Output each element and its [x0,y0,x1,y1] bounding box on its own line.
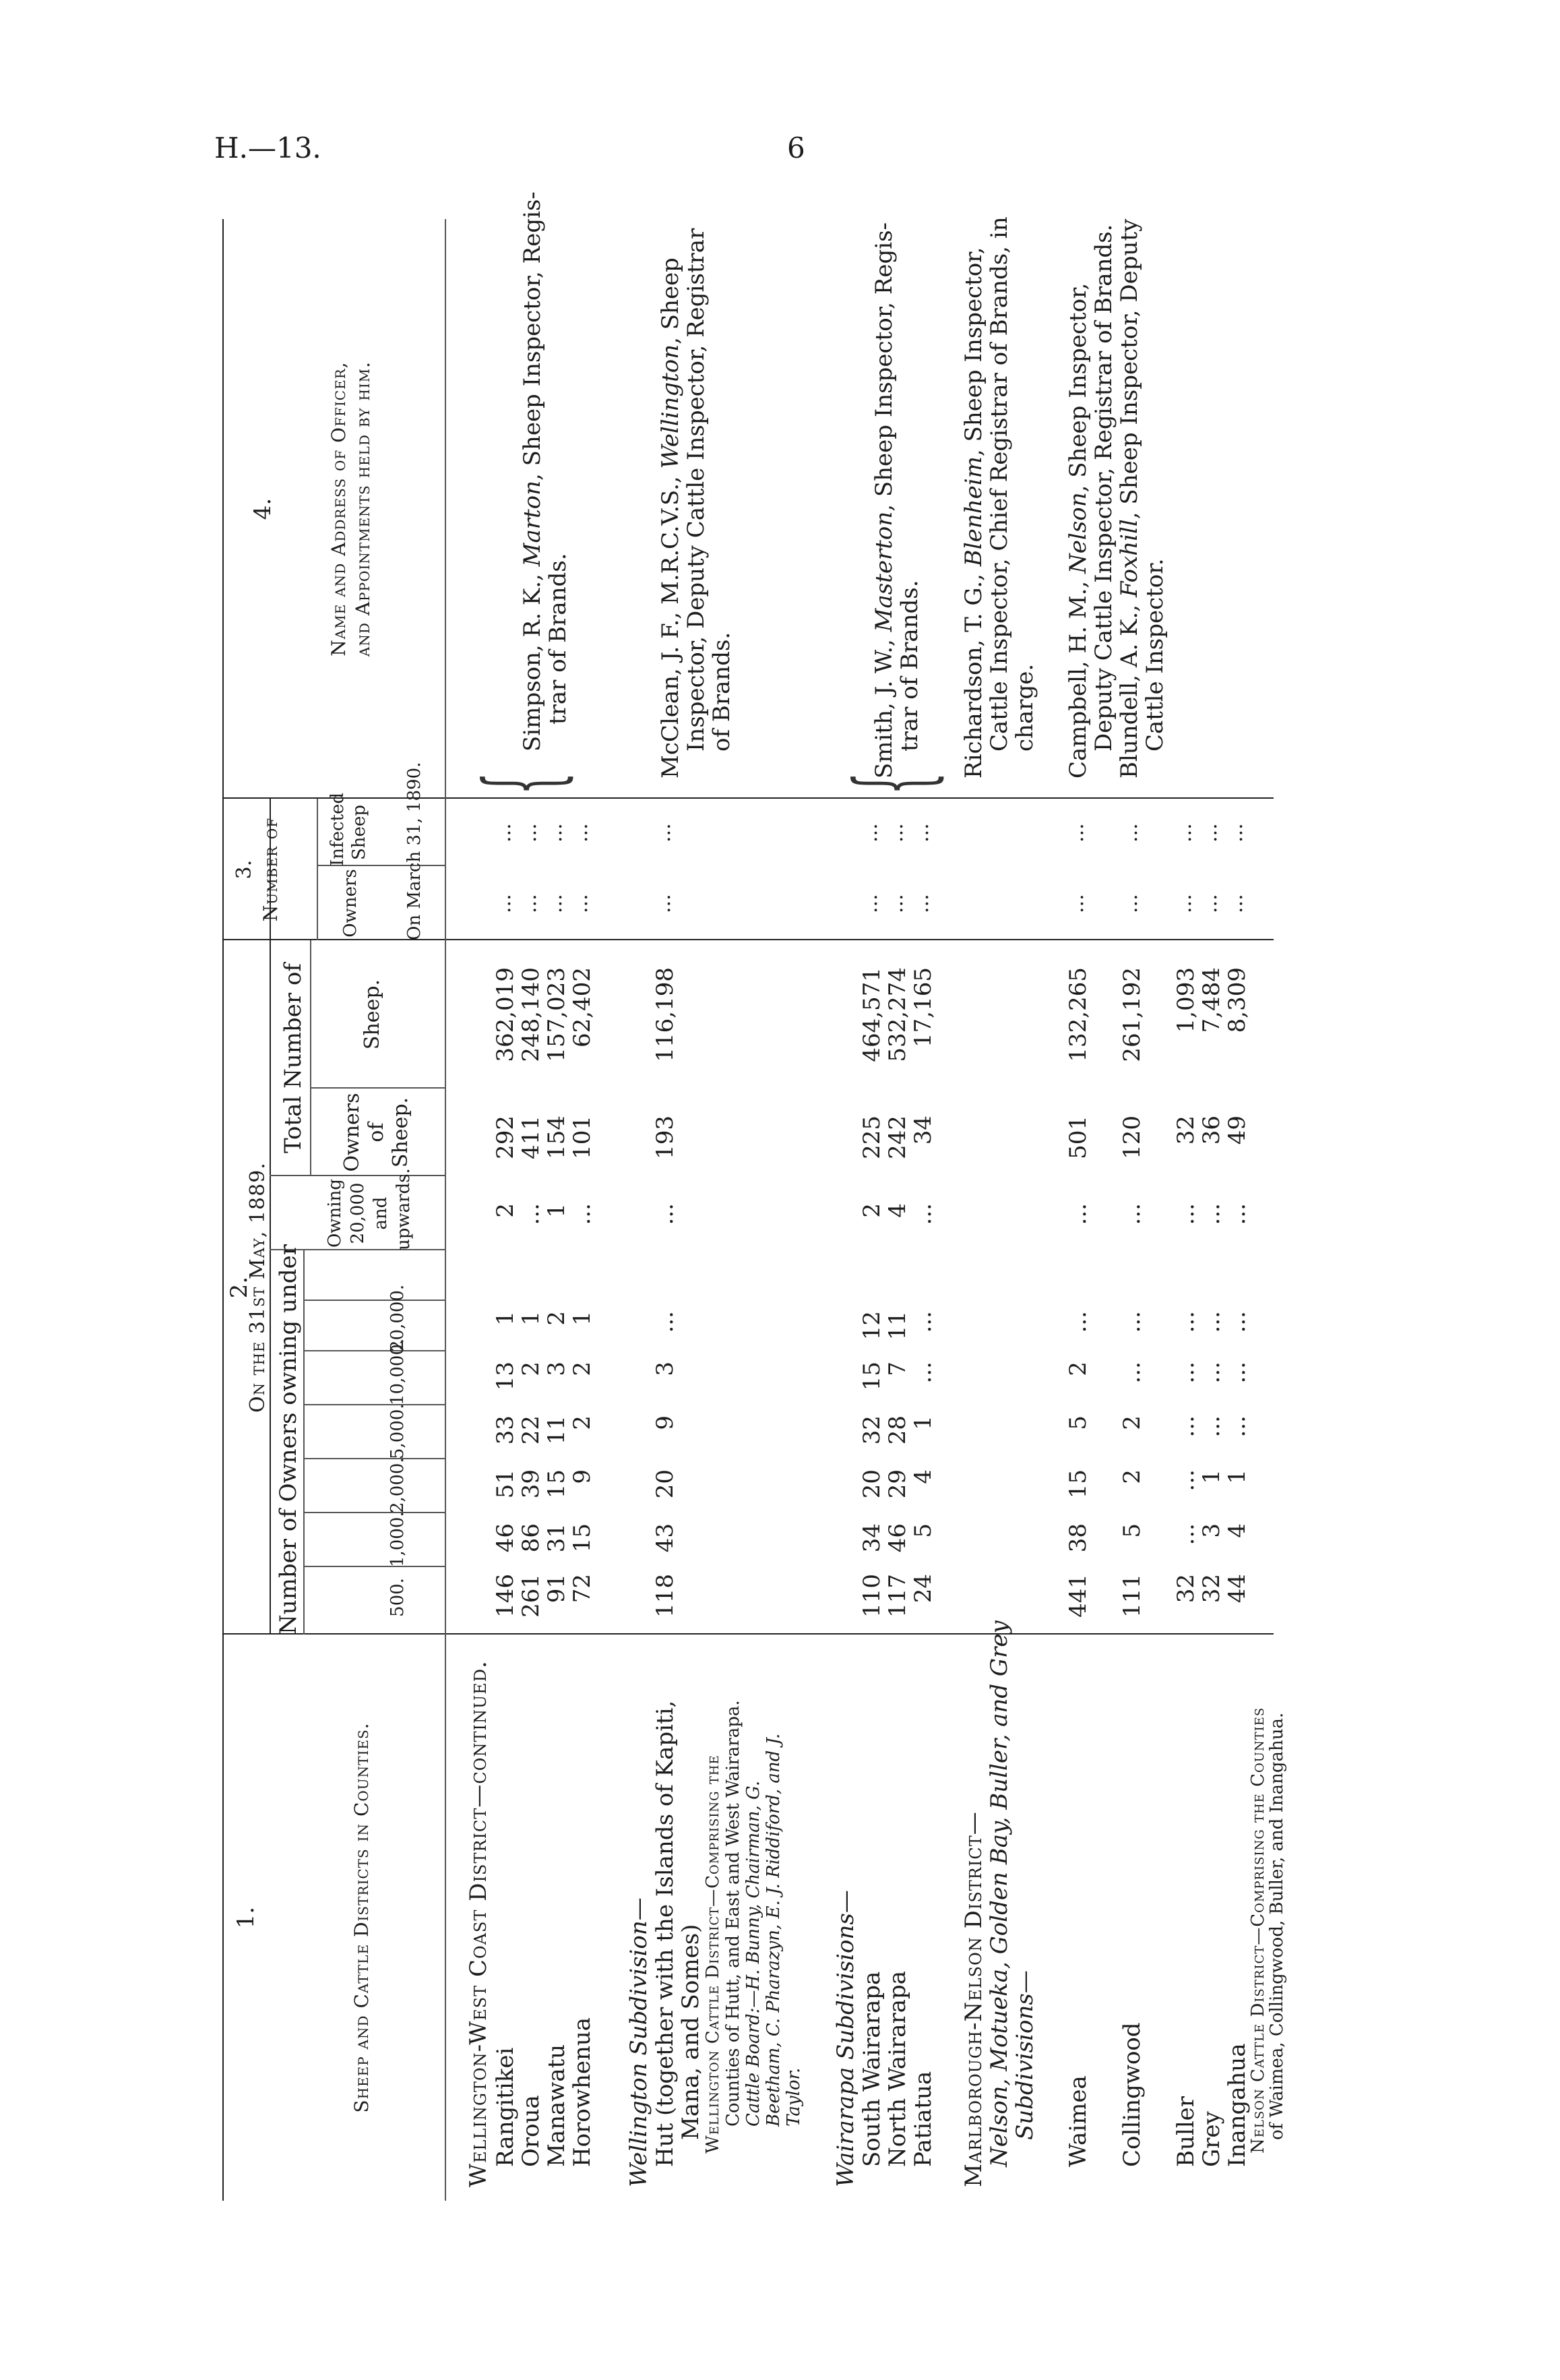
col3-dots: ... [569,894,592,913]
cell-u1000: ... [1173,1523,1199,1546]
cell-u500: 441 [1065,1574,1092,1618]
cell-u20000: ... [1065,1311,1092,1333]
section-wellington-west-coast: Wellington-West Coast District—continued. [465,1660,492,2187]
col3-title: Number of [259,817,282,922]
cell-upwards: ... [1224,1203,1251,1225]
row-label-patiatua: Patiatua [910,2071,937,2167]
cell-u20000: ... [910,1311,937,1333]
officer-simpson-line-1: Simpson, R. K., Marton, Sheep Inspector, Regis- [519,191,546,752]
brace-wwc: { [464,772,581,795]
cell-u5000: 2 [569,1415,596,1430]
under-20000: 20,000. [387,1284,408,1351]
row-label-waimea: Waimea [1065,2075,1092,2167]
header-bottom-rule [445,219,446,2201]
cell-sheep: 157,023 [543,967,570,1062]
cell-u20000: 2 [543,1311,570,1326]
sheep-label: Sheep. [361,979,384,1050]
cell-u5000: 22 [518,1415,544,1445]
cell-u500: 91 [543,1574,570,1604]
officer-blundell-line-1: Blundell, A. K., Foxhill, Sheep Inspector, Deputy [1116,218,1143,779]
under-5000: 5,000. [387,1403,408,1459]
col1-number: 1. [232,1906,259,1929]
cell-u2000: 2 [1119,1469,1146,1484]
row-label-inangahua: Inangahua [1224,2043,1251,2167]
cell-u10000: ... [1173,1362,1199,1384]
cell-u2000: 51 [492,1469,519,1499]
cell-u500: 24 [910,1574,937,1604]
under-col-div-5 [303,1350,445,1351]
cell-u500: 32 [1198,1574,1225,1604]
col4-title: Name and Address of Officer, and Appointments held by him. [327,361,374,657]
cell-upwards: 2 [492,1203,519,1218]
row-label-south-wairarapa: South Wairarapa [859,1971,885,2167]
cell-u500: 261 [518,1574,544,1618]
cell-u1000: 86 [518,1523,544,1553]
under-group-label: Number of Owners owning under [275,1244,302,1635]
col3-dots: ... [1119,823,1142,843]
infected-sheep-label: Infected Sheep [327,792,369,866]
section-marlborough-nelson: Marlborough-Nelson District— [960,1811,987,2187]
col3-dots: ... [910,894,933,913]
reference-code: H.—13. [214,131,321,164]
row-label-buller: Buller [1173,2096,1199,2167]
cell-u10000: 3 [543,1362,570,1376]
cell-u20000: 1 [492,1311,519,1326]
officer-mcclean-line-2: Inspector, Deputy Cattle Inspector, Registrar [683,228,710,752]
cell-upwards: ... [1119,1203,1146,1225]
cell-u1000: 3 [1198,1523,1225,1538]
cell-u5000: 33 [492,1415,519,1445]
col2-number: 2. [226,1276,253,1299]
col3-dots: ... [1198,894,1222,913]
under-col-div-1 [303,1566,445,1567]
cell-u20000: ... [652,1311,679,1333]
cell-u500: 118 [652,1574,679,1618]
under-col-div-2 [303,1512,445,1513]
cell-u10000: 15 [859,1362,885,1391]
cell-u1000: 38 [1065,1523,1092,1553]
officer-smith-line-1: Smith, J. W., Masterton, Sheep Inspector, Regis- [871,222,898,779]
col3-dots: ... [652,823,675,843]
cell-owners: 292 [492,1116,519,1159]
cell-owners: 225 [859,1116,885,1159]
cell-sheep: 261,192 [1119,967,1146,1062]
subsection-line-2: Subdivisions— [1011,1970,1038,2140]
under-1000: 1,000. [387,1511,408,1567]
col3-dots: ... [518,894,541,913]
officer-blundell-line-2: Cattle Inspector. [1142,558,1168,752]
cell-u500: 111 [1119,1574,1146,1618]
officer-richardson-line-2: Cattle Inspector, Chief Registrar of Brands, in [986,216,1013,752]
owners-label: Owners [340,869,361,938]
cell-u10000: ... [1224,1362,1251,1384]
col3-dots: ... [569,823,592,843]
officer-simpson-line-2: trar of Brands. [544,553,571,725]
col3-dots: ... [1065,823,1088,843]
upwards-label: Owning 20,000 and upwards. [325,1168,414,1250]
cell-u5000: 28 [884,1415,911,1445]
cell-u1000: 43 [652,1523,679,1553]
cell-u500: 117 [884,1574,911,1618]
cell-u2000: ... [1173,1469,1199,1492]
col1-title: Sheep and Cattle Districts in Counties. [350,1722,373,2113]
col3-sub-rule [317,799,318,940]
col2-title: On the 31st May, 1889. [246,1162,270,1413]
cell-u5000: ... [1198,1415,1225,1438]
cell-owners: 49 [1224,1116,1251,1145]
cell-u2000: 1 [1198,1469,1225,1484]
cell-u2000: 20 [859,1469,885,1499]
cell-u5000: ... [1173,1415,1199,1438]
cell-owners: 120 [1119,1116,1146,1159]
col3-dots: ... [492,823,516,843]
col3-dots: ... [1173,894,1196,913]
col3-dots: ... [1224,894,1247,913]
cell-owners: 36 [1198,1116,1225,1145]
cell-owners: 242 [884,1116,911,1159]
cell-u500: 44 [1224,1574,1251,1604]
cell-u2000: 15 [543,1469,570,1499]
cell-u10000: ... [910,1362,937,1384]
cell-u20000: ... [1198,1311,1225,1333]
cell-u2000: 9 [569,1469,596,1484]
officer-smith-line-2: trar of Brands. [896,580,923,752]
cell-upwards: ... [1198,1203,1225,1225]
under-col-div-3 [303,1458,445,1459]
cattle-district-line-4: Beetham, C. Pharazyn, E. J. Riddiford, and J. [763,1733,784,2127]
cell-sheep: 362,019 [492,967,519,1062]
cell-u500: 110 [859,1574,885,1618]
cell-u10000: 13 [492,1362,519,1391]
cell-u1000: 31 [543,1523,570,1553]
officer-campbell-line-1: Campbell, H. M., Nelson, Sheep Inspector, [1065,282,1092,779]
cell-owners: 501 [1065,1116,1092,1159]
cell-upwards: ... [1173,1203,1199,1225]
cell-sheep: 532,274 [884,967,911,1062]
cell-upwards: 1 [543,1203,570,1218]
cell-u20000: ... [1224,1311,1251,1333]
officer-mcclean-line-1: McClean, J. F., M.R.C.V.S., Wellington, Sheep [657,257,684,779]
cell-u10000: 2 [569,1362,596,1376]
nelson-cattle-line-2: of Waimea, Collingwood, Buller, and Inangahua. [1267,1712,1287,2140]
cell-sheep: 116,198 [652,967,679,1062]
cell-sheep: 62,402 [569,967,596,1047]
cell-u1000: 34 [859,1523,885,1553]
col3-dots: ... [1224,823,1247,843]
cell-owners: 411 [518,1116,544,1159]
cell-u1000: 15 [569,1523,596,1553]
cattle-district-line-1: Wellington Cattle District—Comprising the [703,1755,723,2154]
cell-u20000: 11 [884,1311,911,1341]
col3-dots: ... [652,894,675,913]
cell-u1000: 46 [492,1523,519,1553]
col3-dots: ... [543,823,567,843]
row-label-collingwood: Collingwood [1119,2022,1146,2167]
row-label-rangitikei: Rangitikei [492,2047,519,2167]
cell-u2000: 29 [884,1469,911,1499]
under-col-div-6 [303,1300,445,1301]
cell-u5000: 5 [1065,1415,1092,1430]
cell-u20000: ... [1119,1311,1146,1333]
cell-sheep: 17,165 [910,967,937,1047]
cell-upwards: ... [652,1203,679,1225]
officer-richardson-line-1: Richardson, T. G., Blenheim, Sheep Inspector, [960,247,987,779]
officer-richardson-line-3: charge. [1011,663,1038,752]
cell-sheep: 248,140 [518,967,544,1062]
col3-dots: ... [1119,894,1142,913]
row-label-grey: Grey [1198,2111,1225,2167]
cell-u10000: 7 [884,1362,911,1376]
cell-u5000: 11 [543,1415,570,1445]
cell-u10000: 2 [518,1362,544,1376]
cell-u5000: 2 [1119,1415,1146,1430]
col1-divider [222,1633,1274,1635]
col3-number: 3. [232,859,256,880]
officer-mcclean-line-3: of Brands. [708,632,735,752]
cell-owners: 193 [652,1116,679,1159]
cell-u500: 32 [1173,1574,1199,1604]
cell-u20000: ... [1173,1311,1199,1333]
under-10000: 10,000. [387,1338,408,1405]
cell-u5000: 1 [910,1415,937,1430]
col3-dots: ... [910,823,933,843]
row-label-hut: Hut (together with the Islands of Kapiti, [652,1700,679,2167]
col3-dots: ... [859,823,882,843]
cell-u2000: 4 [910,1469,937,1484]
subsection-line-1: Nelson, Motueka, Golden Bay, Buller, and Grey [986,1620,1013,2167]
cell-sheep: 464,571 [859,967,885,1062]
cell-u10000: 2 [1065,1362,1092,1376]
cell-u10000: ... [1119,1362,1146,1384]
cell-upwards: ... [910,1203,937,1225]
row-label-horowhenua: Horowhenua [569,2017,596,2167]
col3-dots: ... [543,894,567,913]
cell-u500: 72 [569,1574,596,1604]
cell-upwards: 2 [859,1203,885,1218]
cell-u1000: 4 [1224,1523,1251,1538]
cell-u10000: ... [1198,1362,1225,1384]
cell-u500: 146 [492,1574,519,1618]
col4-number: 4. [249,497,276,520]
row-label-manawatu: Manawatu [543,2044,570,2167]
nelson-cattle-line-1: Nelson Cattle District—Comprising the Counties [1248,1707,1268,2154]
cell-sheep: 1,093 [1173,967,1199,1033]
cell-u2000: 20 [652,1469,679,1499]
cell-owners: 154 [543,1116,570,1159]
cell-u5000: 32 [859,1415,885,1445]
cell-u1000: 5 [910,1523,937,1538]
brace-wai: { [834,772,951,795]
cattle-district-line-5: Taylor. [784,2067,804,2127]
cattle-district-line-3: Cattle Board:—H. Bunny, Chairman, G. [743,1780,763,2127]
cell-upwards: ... [569,1203,596,1225]
cell-sheep: 8,309 [1224,967,1251,1033]
col3-dots: ... [859,894,882,913]
col3-dots: ... [1173,823,1196,843]
cell-owners: 34 [910,1116,937,1145]
col3-dots: ... [492,894,516,913]
cell-u2000: 1 [1224,1469,1251,1484]
table-top-rule [222,219,224,2201]
cell-u20000: 12 [859,1311,885,1341]
cell-owners: 101 [569,1116,596,1159]
under-2000: 2,000. [387,1457,408,1513]
cell-u20000: 1 [569,1311,596,1326]
col3-dots: ... [1065,894,1088,913]
cell-u2000: 15 [1065,1469,1092,1499]
cell-upwards: ... [518,1203,544,1225]
col3-divider [222,797,1274,799]
page-number: 6 [787,131,805,164]
cell-sheep: 7,484 [1198,967,1225,1033]
row-label-north-wairarapa: North Wairarapa [884,1970,911,2167]
col3-dots: ... [1198,823,1222,843]
cell-u2000: 39 [518,1469,544,1499]
total-group-rule [310,940,311,1176]
cell-u1000: 46 [884,1523,911,1553]
total-group-label: Total Number of [280,963,307,1154]
cell-sheep: 132,265 [1065,967,1092,1062]
owners-of-sheep-label: Owners of Sheep. [340,1093,412,1172]
col3-date: On March 31, 1890. [404,762,425,940]
officer-campbell-line-2: Deputy Cattle Inspector, Registrar of Brands. [1090,224,1117,752]
section-wellington-subdivision: Wellington Subdivision— [625,1897,652,2187]
cell-u20000: 1 [518,1311,544,1326]
cell-u5000: 9 [652,1415,679,1430]
cell-upwards: ... [1065,1203,1092,1225]
under-col-div-4 [303,1404,445,1405]
cell-u1000: 5 [1119,1523,1146,1538]
row-label-oroua: Oroua [518,2095,544,2167]
rotated-table [222,191,1328,2201]
col3-dots: ... [518,823,541,843]
row-label-hut-cont: Mana, and Somes) [677,1924,704,2140]
under-500: 500. [387,1578,408,1617]
section-wairarapa: Wairarapa Subdivisions— [832,1890,859,2187]
cattle-district-line-2: Counties of Hutt, and East and West Wairarapa. [723,1700,743,2127]
col3-dots: ... [884,823,908,843]
col3-dots: ... [884,894,908,913]
cell-u10000: 3 [652,1362,679,1376]
under-group-rule [303,1250,305,1635]
cell-upwards: 4 [884,1203,911,1218]
cell-u5000: ... [1224,1415,1251,1438]
cell-owners: 32 [1173,1116,1199,1145]
